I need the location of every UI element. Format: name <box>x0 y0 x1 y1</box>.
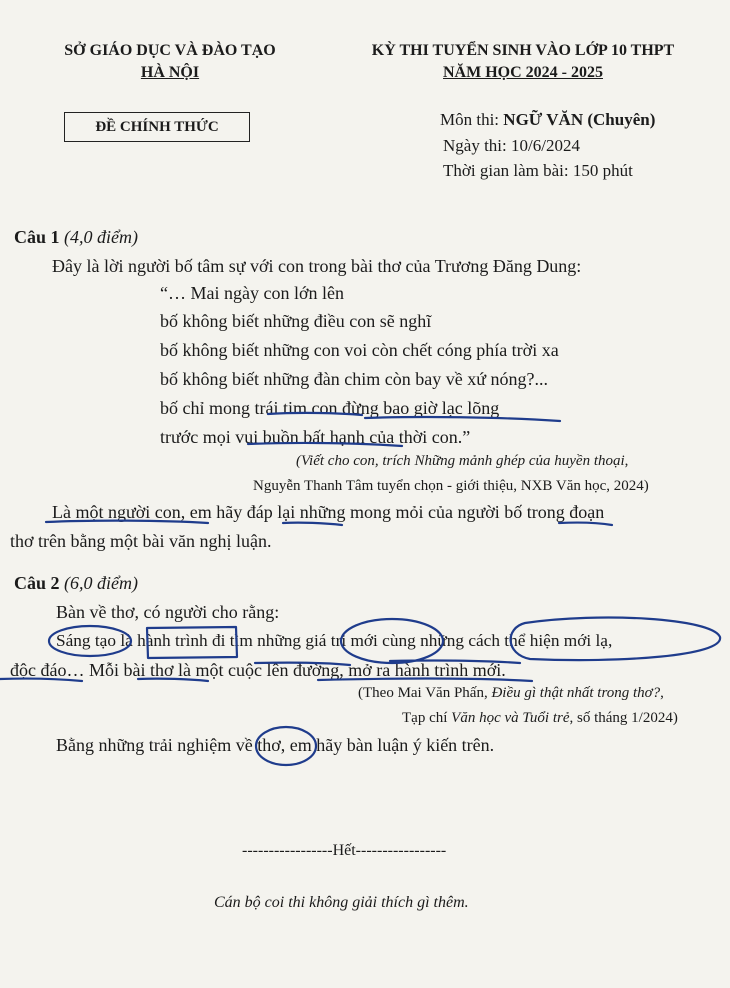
official-label-box: ĐỀ CHÍNH THỨC <box>64 112 250 142</box>
poem-line-6: trước mọi vui buồn bất hạnh của thời con.” <box>160 427 471 447</box>
poem-line-3: bố không biết những con voi còn chết cóng phía trời xa <box>160 340 559 360</box>
q2-magazine-suffix: , số tháng 1/2024) <box>569 710 678 726</box>
poem-line-4: bố không biết những đàn chim còn bay về xứ nóng?... <box>160 369 548 389</box>
question2-label: Câu 2 <box>14 573 60 593</box>
question2-source-line2 <box>402 710 678 727</box>
q2-magazine-prefix: Tạp chí <box>402 710 452 726</box>
subject-value: NGỮ VĂN (Chuyên) <box>503 110 656 129</box>
q1-source-prefix: (Viết cho con, trích <box>296 453 415 469</box>
poem-line-2: bố không biết những điều con sẽ nghĩ <box>160 311 432 331</box>
exam-duration: Thời gian làm bài: 150 phút <box>443 161 633 180</box>
poem-line-5: bố chỉ mong trái tim con đừng bao giờ lạc lõng <box>160 398 500 418</box>
q1-source-suffix: , <box>624 453 629 469</box>
q2-source-prefix: (Theo Mai Văn Phấn, <box>358 685 492 701</box>
question1-intro: Đây là lời người bố tâm sự với con trong bài thơ của Trương Đăng Dung: <box>52 256 582 276</box>
q2-source-title: Điều gì thật nhất trong thơ? <box>491 685 661 701</box>
question2-source-line1 <box>358 685 664 702</box>
proctor-note: Cán bộ coi thi không giải thích gì thêm. <box>214 894 469 911</box>
school-year <box>358 64 688 82</box>
question1-title <box>14 227 138 248</box>
question2-intro: Bàn về thơ, có người cho rằng: <box>56 602 280 622</box>
end-mark: -----------------Hết----------------- <box>242 842 447 859</box>
question1-prompt-line2: thơ trên bằng một bài văn nghị luận. <box>10 531 272 551</box>
q1-source-title: Những mảnh ghép của huyền thoại <box>414 453 625 469</box>
poem-line-1: “… Mai ngày con lớn lên <box>160 283 344 303</box>
question1-points: (4,0 điểm) <box>64 227 138 247</box>
question2-points: (6,0 điểm) <box>64 573 138 593</box>
city-name-text: HÀ NỘI <box>140 64 200 81</box>
exam-date: Ngày thi: 10/6/2024 <box>443 136 580 155</box>
city-name <box>40 64 300 82</box>
question1-source-line2: Nguyễn Thanh Tâm tuyển chọn - giới thiệu, NXB Văn học, 2024) <box>253 478 649 494</box>
q2-source-suffix: , <box>660 685 664 701</box>
subject-label: Môn thi: <box>440 110 504 129</box>
question2-quote-line1: Sáng tạo là hành trình đi tìm những giá trị mới cùng những cách thể hiện mới lạ, <box>56 631 613 650</box>
question1-label: Câu 1 <box>14 227 60 247</box>
question1-source-line1 <box>296 453 628 470</box>
question2-quote-line2: độc đáo… Mỗi bài thơ là một cuộc lên đường, mở ra hành trình mới. <box>10 660 506 680</box>
q2-magazine-title: Văn học và Tuổi trẻ <box>451 710 570 726</box>
question2-prompt: Bằng những trải nghiệm về thơ, em hãy bàn luận ý kiến trên. <box>56 735 495 755</box>
department-name: SỞ GIÁO DỤC VÀ ĐÀO TẠO <box>64 42 276 59</box>
subject-line <box>440 110 655 130</box>
school-year-text: NĂM HỌC 2024 - 2025 <box>443 64 603 81</box>
exam-title: KỲ THI TUYỂN SINH VÀO LỚP 10 THPT <box>371 42 675 59</box>
question2-title <box>14 573 138 594</box>
question1-prompt-line1: Là một người con, em hãy đáp lại những mong mỏi của người bố trong đoạn <box>52 502 605 522</box>
